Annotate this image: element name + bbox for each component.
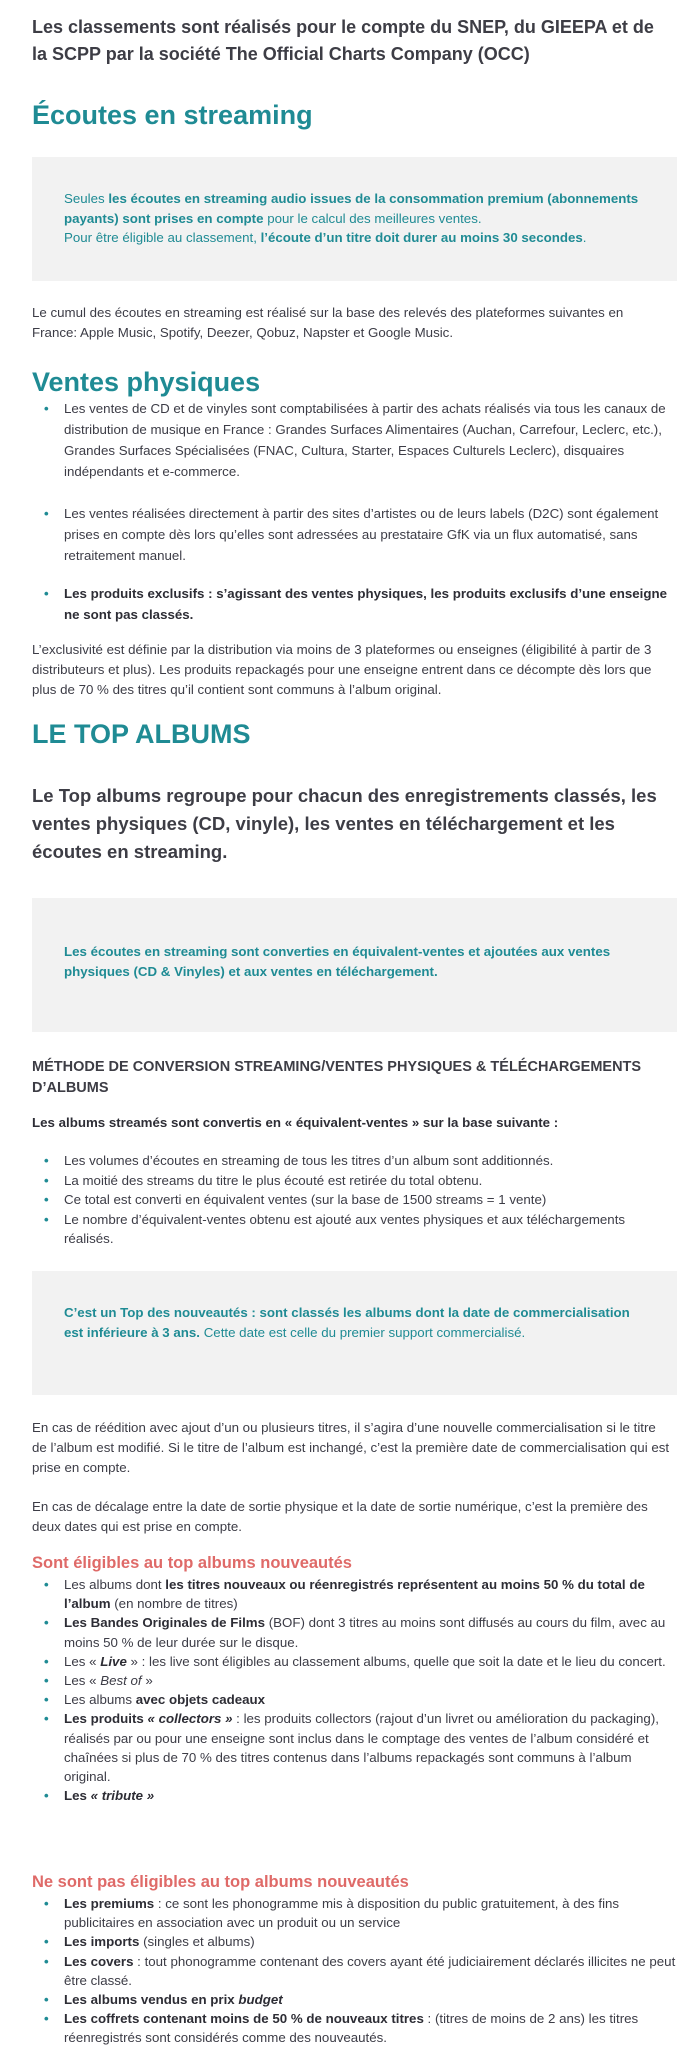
list-item: • Ce total est converti en équivalent ventes (sur la base de 1500 streams = 1 vente) <box>32 1190 677 1210</box>
item-text: (en nombre de titres) <box>110 1596 238 1612</box>
top-albums-lead: Le Top albums regroupe pour chacun des enregistrements classés, les ventes physiques (CD, vinyle), les ventes en téléchargement et les écoutes en streaming. <box>32 785 657 862</box>
list-item: • Les produits exclusifs : s’agissant des ventes physiques, les produits exclusifs d’une enseigne ne sont pas classés. <box>32 583 677 625</box>
item-text: Les « <box>64 1673 101 1689</box>
streaming-callout <box>32 157 677 281</box>
release-date-paragraph: En cas de décalage entre la date de sortie physique et la date de sortie numérique, c’est la première des deux dates qui est prise en compte. <box>32 1499 648 1534</box>
intro-text: Les classements sont réalisés pour le compte du SNEP, du GIEEPA et de la SCPP par la société The Official Charts Company (OCC) <box>32 17 654 64</box>
callout-text: Seules <box>64 191 109 206</box>
list-item <box>32 1932 677 1951</box>
item-emphasis: Les imports <box>64 1934 140 1950</box>
list-item <box>32 1690 677 1709</box>
list-item: • Les ventes réalisées directement à partir des sites d’artistes ou de leurs labels (D2C) sont également prises en compte dès lors qu’elles sont adressées au prestataire GfK via un flux automatisé, sans retraitement manuel. <box>32 503 677 566</box>
top-albums-callout: Les écoutes en streaming sont converties en équivalent-ventes et ajoutées aux ventes physiques (CD & Vinyles) et aux ventes en téléchargement. <box>32 898 677 1032</box>
list-item <box>32 1894 677 1932</box>
eligible-list <box>32 1575 677 1805</box>
item-text: Les albums <box>64 1692 136 1708</box>
callout-emphasis: l’écoute d’un titre doit durer au moins 30 secondes <box>260 230 583 245</box>
top-albums-heading: LE TOP ALBUMS <box>32 719 251 749</box>
item-emphasis: avec objets cadeaux <box>135 1692 266 1708</box>
physical-list <box>32 503 677 566</box>
list-item <box>32 1709 677 1786</box>
method-intro: Les albums streamés sont convertis en « équivalent-ventes » sur la base suivante : <box>32 1115 559 1130</box>
item-emphasis: Best of <box>100 1673 142 1689</box>
streaming-heading: Écoutes en streaming <box>32 100 313 130</box>
item-text: : ce sont les phonogramme mis à disposition du public gratuitement, à des fins publicitaires en association avec un produit ou un service <box>64 1896 620 1931</box>
item-text: » <box>141 1673 153 1689</box>
item-emphasis: « collectors » <box>147 1711 233 1727</box>
method-list <box>32 1151 677 1249</box>
eligible-heading: Sont éligibles au top albums nouveautés <box>32 1554 352 1572</box>
item-emphasis: « tribute » <box>90 1788 155 1804</box>
physical-heading: Ventes physiques <box>32 367 261 397</box>
item-emphasis: les titres nouveaux ou réenregistrés représentent au moins 50 % du total de l’album <box>64 1577 645 1612</box>
item-text: : (titres de moins de 2 ans) les titres réenregistrés sont considérés comme des nouveautés. <box>64 2011 639 2046</box>
not-eligible-heading: Ne sont pas éligibles au top albums nouveautés <box>32 1873 409 1891</box>
list-item: • Les volumes d’écoutes en streaming de tous les titres d’un album sont additionnés. <box>32 1151 677 1171</box>
item-emphasis: Les <box>64 1788 91 1804</box>
list-item <box>32 1652 677 1671</box>
list-item: • Le nombre d’équivalent-ventes obtenu est ajouté aux ventes physiques et aux téléchargements réalisés. <box>32 1210 677 1249</box>
item-text: Les albums dont <box>64 1577 166 1592</box>
item-text: Les « <box>64 1653 101 1669</box>
callout-text: . <box>582 230 587 245</box>
list-item <box>32 1786 677 1805</box>
novelty-callout <box>32 1271 677 1395</box>
physical-paragraph: L’exclusivité est définie par la distribution via moins de 3 plateformes ou enseignes (éligibilité à partir de 3 distributeurs et plus). Les produits repackagés pour une enseigne entrent dans ce décompte dès lors que plus de 70 % des titres qu’il contient sont communs à l’album original. <box>32 642 652 697</box>
callout-emphasis: C’est un Top des nouveautés : sont classés les albums dont la date de commercialisation est inférieure à 3 ans. <box>64 1305 630 1340</box>
streaming-paragraph: Le cumul des écoutes en streaming est réalisé sur la base des relevés des plateformes suivantes en France: Apple Music, Spotify, Deezer, Qobuz, Napster et Google Music. <box>32 305 624 340</box>
list-item <box>32 2009 677 2047</box>
callout-text: Pour être éligible au classement, <box>64 230 261 245</box>
not-eligible-list <box>32 1894 677 2048</box>
item-emphasis: Les covers <box>64 1953 134 1969</box>
list-item <box>32 1952 677 1990</box>
item-emphasis: Live <box>100 1653 127 1669</box>
callout-text: Cette date est celle du premier support commercialisé. <box>200 1324 526 1340</box>
physical-list <box>32 583 677 625</box>
item-text: (BOF) dont 3 titres au moins sont diffusés au cours du film, avec au moins 50 % de leur durée sur le disque. <box>64 1615 666 1650</box>
item-text: » : les live sont éligibles au classement albums, quelle que soit la date et le lieu du concert. <box>126 1653 666 1669</box>
list-item <box>32 1671 677 1690</box>
item-emphasis: budget <box>238 1992 283 2008</box>
list-item <box>32 1613 677 1651</box>
callout-text: pour le calcul des meilleures ventes. <box>263 210 482 226</box>
item-text: (singles et albums) <box>139 1934 255 1950</box>
list-item: • Les ventes de CD et de vinyles sont comptabilisées à partir des achats réalisés via tous les canaux de distribution de musique en France : Grandes Surfaces Alimentaires (Auchan, Carrefour, Leclerc, etc.), Grandes Surfaces Spécialisées (FNAC, Cultura, Starter, Espaces Culturels Leclerc), disquaires indépendants et e-commerce. <box>32 398 677 482</box>
item-text: : tout phonogramme contenant des covers ayant été judiciairement déclarés illicites ne peut être classé. <box>64 1953 676 1988</box>
physical-list <box>32 398 677 482</box>
item-emphasis: Les premiums <box>64 1896 155 1911</box>
list-item <box>32 1990 677 2009</box>
callout-emphasis: les écoutes en streaming audio issues de la consommation premium (abonnements payants) sont prises en compte <box>64 191 639 226</box>
item-emphasis: Les produits <box>64 1711 148 1727</box>
item-emphasis: Les Bandes Originales de Films <box>64 1615 265 1631</box>
reissue-paragraph: En cas de réédition avec ajout d’un ou plusieurs titres, il s’agira d’une nouvelle commercialisation si le titre de l’album est modifié. Si le titre de l’album est inchangé, c’est la première date de commercialisation qui est prise en compte. <box>32 1420 670 1475</box>
item-emphasis: Les albums vendus en prix <box>64 1992 239 2008</box>
method-heading: MÉTHODE DE CONVERSION STREAMING/VENTES PHYSIQUES & TÉLÉCHARGEMENTS D’ALBUMS <box>32 1059 642 1096</box>
list-item <box>32 1575 677 1613</box>
item-emphasis: Les coffrets contenant moins de 50 % de nouveaux titres <box>64 2011 424 2027</box>
list-item: • La moitié des streams du titre le plus écouté est retirée du total obtenu. <box>32 1171 677 1191</box>
item-text: : les produits collectors (rajout d’un livret ou amélioration du packaging), réalisés par ou pour une enseigne sont inclus dans le comptage des ventes de l’album considéré et chaînées si plus de 70 % des titres contenus dans l’albums repackagés sont communs à l’album original. <box>64 1711 659 1785</box>
